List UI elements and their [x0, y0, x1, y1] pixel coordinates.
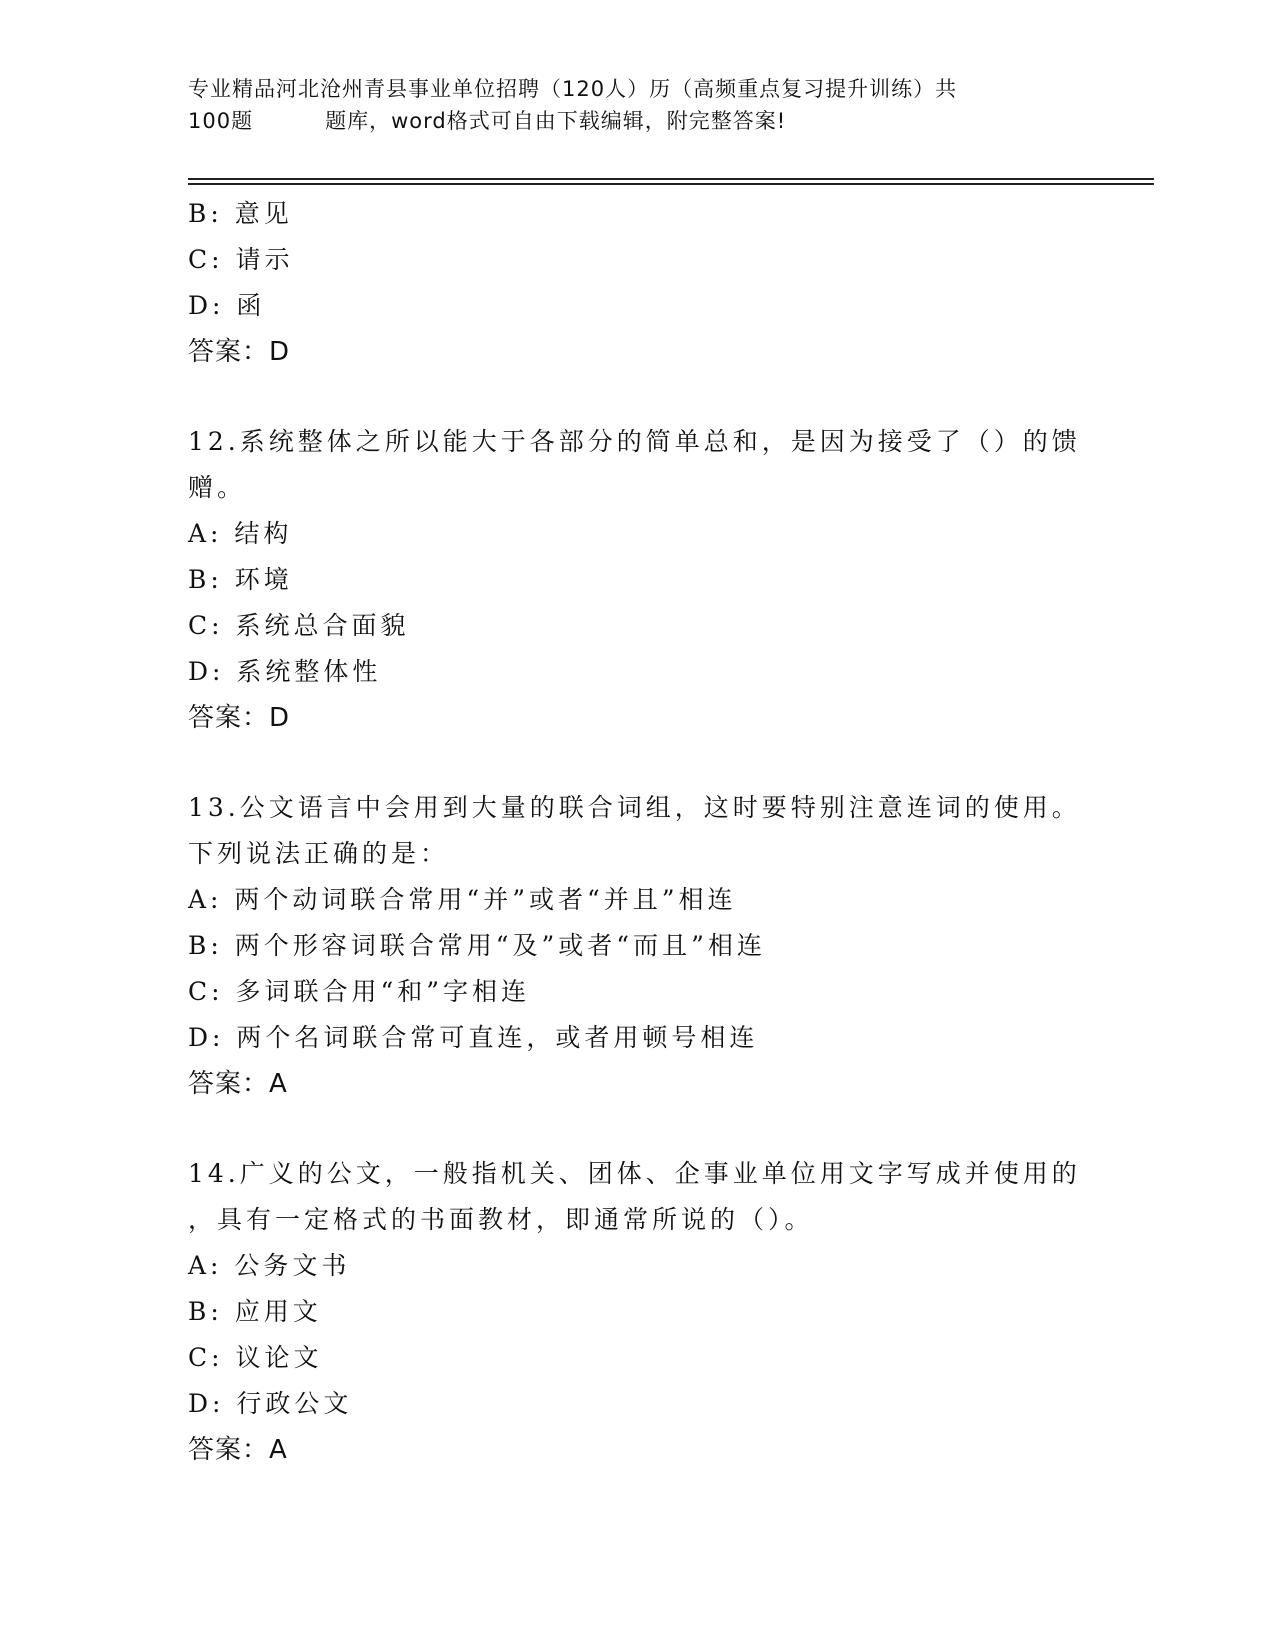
option-d: D: 行政公文	[188, 1389, 353, 1418]
question-block-prev	[188, 191, 1088, 375]
question-stem-continued: 下列说法正确的是：	[188, 839, 450, 868]
header-divider-bottom	[188, 183, 1154, 185]
question-stem-continued: 赠。	[188, 473, 247, 502]
option-d: D: 函	[188, 291, 266, 320]
answer-line: 答案：A	[188, 1069, 288, 1099]
option-a: A: 两个动词联合常用“并”或者“并且”相连	[188, 885, 737, 914]
question-block-12	[188, 419, 1088, 741]
option-c: C: 系统总合面貌	[188, 611, 410, 640]
header-description: 题库，word格式可自由下载编辑，附完整答案!	[325, 109, 787, 133]
answer-line: 答案：A	[188, 1435, 288, 1465]
header-title-line2	[188, 105, 1088, 137]
option-d: D: 两个名词联合常可直连，或者用顿号相连	[188, 1023, 759, 1052]
option-c: C: 请示	[188, 245, 294, 274]
question-block-13	[188, 785, 1088, 1107]
option-b: B: 意见	[188, 199, 293, 228]
option-a: A: 结构	[188, 519, 293, 548]
question-stem: 12.系统整体之所以能大于各部分的简单总和，是因为接受了（）的馈	[188, 427, 1081, 456]
option-a: A: 公务文书	[188, 1251, 351, 1280]
option-c: C: 议论文	[188, 1343, 323, 1372]
question-stem: 13.公文语言中会用到大量的联合词组，这时要特别注意连词的使用。	[188, 793, 1081, 822]
header-question-count: 100题	[188, 109, 254, 133]
header-title-line1: 专业精品河北沧州青县事业单位招聘（120人）历（高频重点复习提升训练）共	[188, 77, 958, 101]
option-b: B: 应用文	[188, 1297, 322, 1326]
option-c: C: 多词联合用“和”字相连	[188, 977, 531, 1006]
option-b: B: 环境	[188, 565, 293, 594]
answer-line: 答案：D	[188, 337, 291, 367]
question-stem-continued: ，具有一定格式的书面教材，即通常所说的（）。	[188, 1205, 814, 1234]
option-b: B: 两个形容词联合常用“及”或者“而且”相连	[188, 931, 766, 960]
answer-line: 答案：D	[188, 703, 291, 733]
header-divider-top	[188, 178, 1154, 180]
option-d: D: 系统整体性	[188, 657, 382, 686]
question-content	[188, 191, 1088, 1473]
question-block-14	[188, 1151, 1088, 1473]
question-stem: 14.广义的公文，一般指机关、团体、企事业单位用文字写成并使用的	[188, 1159, 1081, 1188]
page-header	[188, 73, 1088, 137]
